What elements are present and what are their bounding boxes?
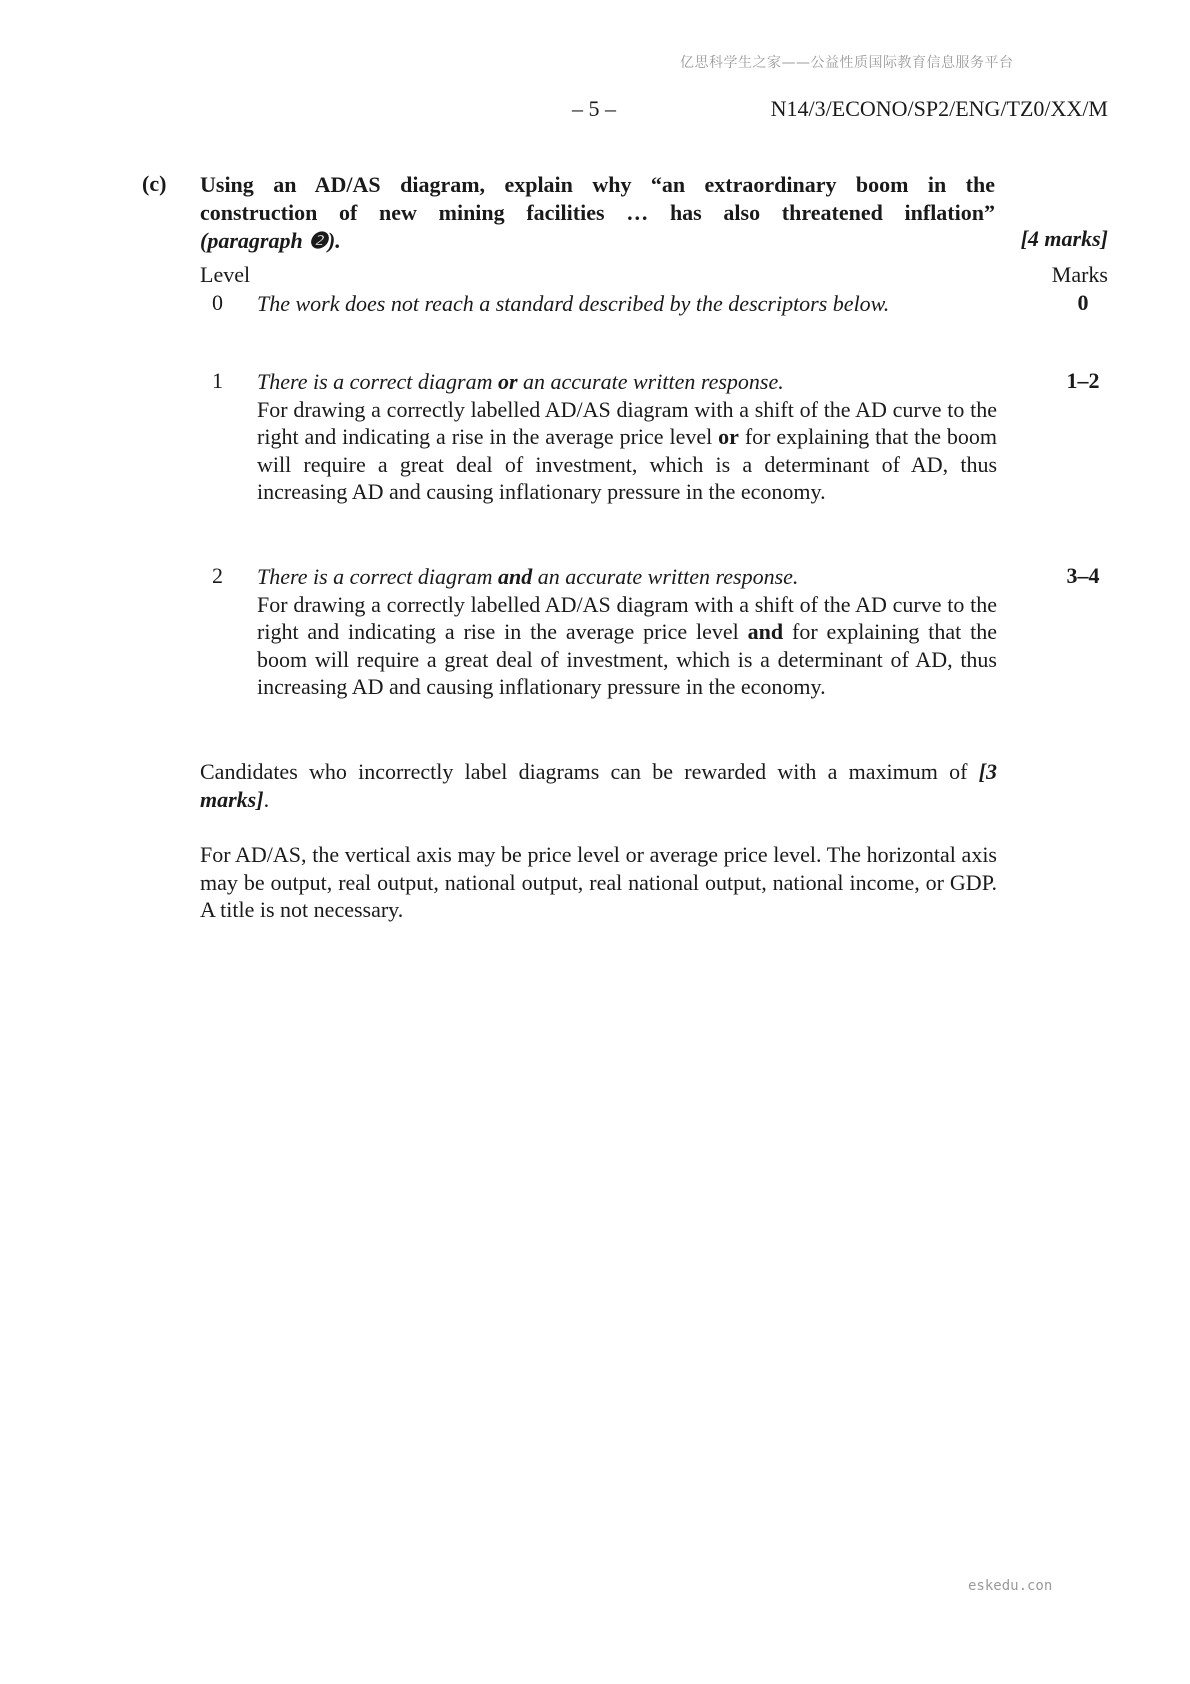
level-2-detail-pre: For drawing a correctly labelled AD/AS diagram with a shift of the AD curve to the right and indicating a rise in the average price level	[257, 591, 997, 644]
level-1-number: 1	[212, 368, 223, 393]
level-1-descriptor-post: an accurate written response.	[517, 369, 784, 394]
level-2-descriptor	[257, 563, 997, 591]
page-number: – 5 –	[572, 96, 616, 121]
question-marks: [4 marks]	[1020, 226, 1108, 251]
level-2-detail-key: and	[747, 619, 784, 644]
question-text	[200, 171, 995, 255]
level-2-marks: 3–4	[1066, 563, 1100, 588]
level-0-marks: 0	[1077, 290, 1089, 315]
note-1-end: .	[263, 786, 270, 812]
note-1-marks: [3 marks]	[200, 759, 997, 812]
level-header: Level	[200, 262, 251, 287]
note-incorrect-labels	[200, 758, 997, 813]
watermark-bottom: eskedu.con	[968, 1578, 1053, 1594]
level-0-descriptor	[257, 290, 997, 318]
level-2-detail	[257, 591, 997, 701]
note-1-text: Candidates who incorrectly label diagrams can be rewarded with a maximum of	[200, 759, 968, 784]
level-1-descriptor	[257, 368, 997, 396]
level-2-number: 2	[212, 563, 223, 588]
level-1-descriptor-pre: There is a correct diagram	[257, 369, 498, 394]
question-label: (c)	[142, 171, 167, 196]
level-1-descriptor-key: or	[497, 369, 518, 394]
level-2-block	[257, 563, 997, 701]
level-1-detail-key: or	[718, 424, 739, 449]
level-2-descriptor-pre: There is a correct diagram	[257, 564, 498, 589]
question-line-1: Using an AD/AS diagram, explain why “an extraordinary boom in the	[200, 172, 995, 197]
watermark-top: 亿思科学生之家——公益性质国际教育信息服务平台	[680, 55, 1014, 71]
level-1-marks: 1–2	[1066, 368, 1100, 393]
note-axes: For AD/AS, the vertical axis may be price level or average price level. The horizontal axis may be output, real output, national output, real national output, national income, or GDP. A title is not necessary.	[200, 842, 997, 922]
question-line-2: construction of new mining facilities … has also threatened inflation”	[200, 200, 995, 225]
level-2-detail-post: for explaining that the boom will require a great deal of investment, which is a determinant of AD, thus increasing AD and causing inflationary pressure in the economy.	[257, 619, 997, 699]
level-1-block	[257, 368, 997, 506]
marks-header: Marks	[1051, 262, 1108, 287]
level-1-detail-post: for explaining that the boom will require a great deal of investment, which is a determinant of AD, thus increasing AD and causing inflationary pressure in the economy.	[257, 424, 998, 504]
document-code: N14/3/ECONO/SP2/ENG/TZ0/XX/M	[770, 96, 1108, 121]
level-1-detail-pre: For drawing a correctly labelled AD/AS diagram with a shift of the AD curve to the right and indicating a rise in the average price level	[257, 396, 997, 449]
level-1-detail	[257, 396, 997, 506]
question-line-3: (paragraph ❷).	[200, 228, 341, 253]
level-0-descriptor-text: The work does not reach a standard described by the descriptors below.	[257, 291, 890, 316]
level-0-number: 0	[212, 290, 223, 315]
level-2-descriptor-post: an accurate written response.	[532, 564, 799, 589]
level-2-descriptor-key: and	[497, 564, 533, 589]
